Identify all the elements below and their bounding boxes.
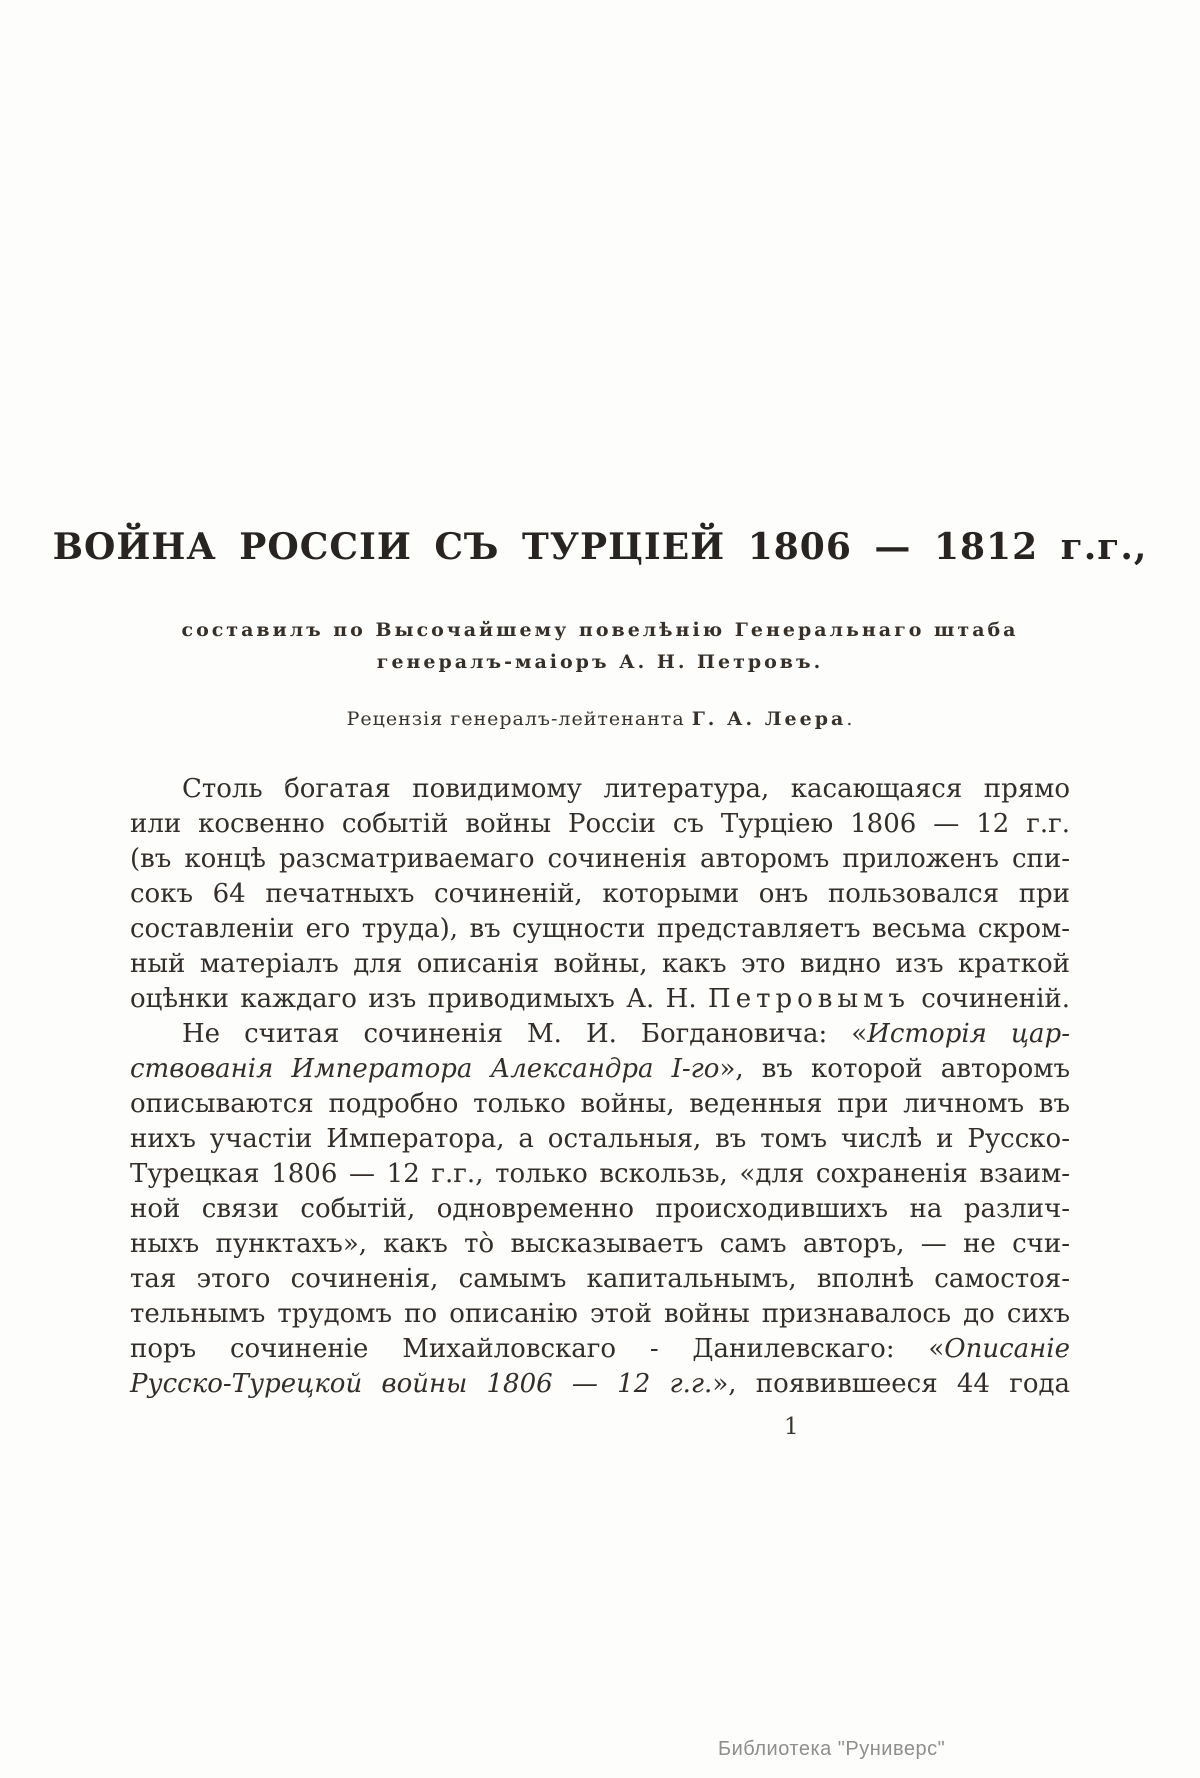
text-line (130, 912, 1070, 947)
plain-text: (въ концѣ разсматриваемаго сочиненія авторомъ приложенъ спи- (130, 844, 1070, 874)
letterspaced-text: Петровымъ (708, 984, 910, 1014)
text-line (130, 947, 1070, 982)
subtitle-line-2: генералъ-маіоръ А. Н. Петровъ. (376, 651, 824, 673)
text-line (130, 1122, 1070, 1157)
text-line (130, 1332, 1070, 1367)
text-line (130, 1297, 1070, 1332)
plain-text: ныхъ пунктахъ», какъ то̀ высказываетъ самъ авторъ, — не счи- (130, 1229, 1070, 1259)
text-line (130, 842, 1070, 877)
plain-text: Турецкая 1806 — 12 г.г., только вскользь, «для сохраненія взаим- (130, 1159, 1070, 1189)
text-line (130, 1157, 1070, 1192)
paragraph (130, 1017, 1070, 1402)
plain-text: поръ сочиненіе Михайловскаго - Данилевскаго: « (130, 1334, 945, 1364)
plain-text: ной связи событій, одновременно происходившихъ на различ- (130, 1194, 1070, 1224)
text-line (130, 1017, 1070, 1052)
page-number: 1 (784, 1414, 799, 1440)
review-suffix: . (846, 708, 854, 730)
plain-text: сокъ 64 печатныхъ сочиненій, которыми онъ пользовался при (130, 879, 1070, 909)
text-line (130, 772, 1070, 807)
text-line (130, 877, 1070, 912)
plain-text: Столь богатая повидимому литература, касающаяся прямо (182, 774, 1070, 804)
plain-text: тельнымъ трудомъ по описанію этой войны признавалось до сихъ (130, 1299, 1070, 1329)
text-line (130, 1262, 1070, 1297)
text-line (130, 1192, 1070, 1227)
plain-text: тая этого сочиненія, самымъ капитальнымъ, вполнѣ самостоя- (130, 1264, 1070, 1294)
plain-text: », появившееся 44 года (712, 1369, 1071, 1399)
title-row (0, 526, 1200, 568)
paragraph (130, 772, 1070, 1017)
italic-text: ствованія Императора Александра I-го (130, 1054, 720, 1084)
plain-text: Не считая сочиненія М. И. Богдановича: « (182, 1019, 868, 1049)
text-line (130, 1052, 1070, 1087)
text-line (130, 807, 1070, 842)
subtitle-line-1: составилъ по Высочайшему повелѣнію Генеральнаго штаба (181, 619, 1019, 641)
review-author: Г. А. Леера (691, 708, 847, 730)
plain-text: », въ которой авторомъ (719, 1054, 1070, 1084)
page-title: ВОЙНА РОССІИ СЪ ТУРЦІЕЙ 1806 — 1812 г.г., (52, 526, 1148, 568)
plain-text: оцѣнки каждаго изъ приводимыхъ А. Н. (130, 984, 709, 1014)
text-line (130, 1087, 1070, 1122)
italic-text: Исторія цар- (867, 1019, 1070, 1049)
text-line (130, 1367, 1070, 1402)
plain-text: описываются подробно только войны, веденныя при личномъ въ (130, 1089, 1070, 1119)
italic-text: Русско-Турецкой войны 1806 — 12 г.г. (130, 1369, 713, 1399)
text-line (130, 982, 1070, 1017)
review-prefix: Рецензія генералъ-лейтенанта (346, 708, 692, 730)
body-text (130, 772, 1070, 1402)
subtitle (0, 614, 1200, 678)
plain-text: ный матеріалъ для описанія войны, какъ это видно изъ краткой (130, 949, 1070, 979)
text-line (130, 1227, 1070, 1262)
plain-text: составленіи его труда), въ сущности представляетъ весьма скром- (130, 914, 1070, 944)
italic-text: Описаніе (944, 1334, 1070, 1364)
plain-text: сочиненій. (909, 984, 1070, 1014)
library-watermark: Библиотека "Руниверс" (718, 1738, 946, 1760)
plain-text: или косвенно событій войны Россіи съ Турціею 1806 — 12 г.г. (130, 809, 1070, 839)
plain-text: нихъ участіи Императора, а остальныя, въ томъ числѣ и Русско- (130, 1124, 1070, 1154)
review-line (0, 708, 1200, 730)
